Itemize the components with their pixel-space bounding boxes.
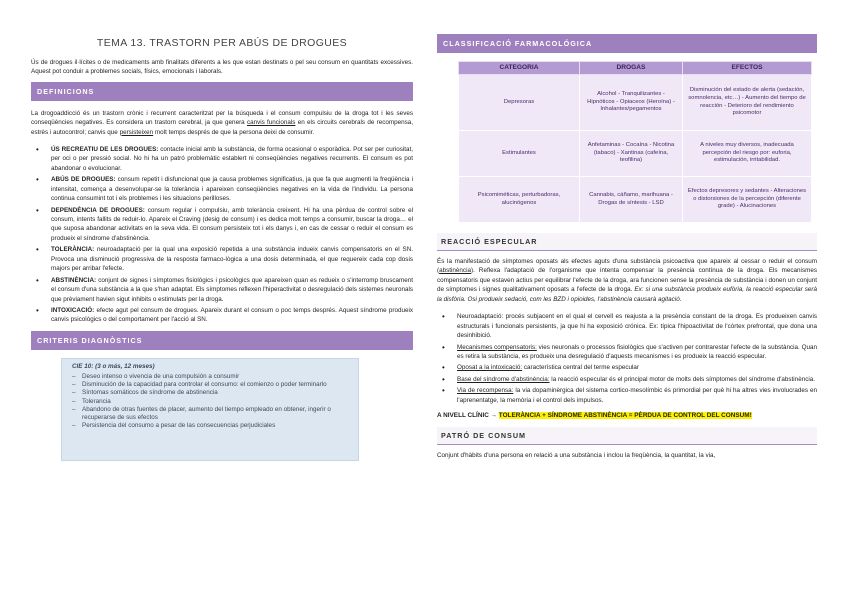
list-item: • DEPENDÈNCIA DE DROGUES: consum regular i compulsiu, amb tolerància creixent. Hi ha una pèrdua de control sobre el consum, intents fallits de reduir-lo. Apareix el Craving (desig de consum) i es dedica molt temps a consumir, buscar la droga… el que suposa abandonar activitats en la seva vida. El consum persisteix tot i els danys i, en cas de cessar o reduir el consum es produeix el síndrome d'abstinència.	[31, 206, 413, 244]
criteria-item: – Abandono de otras fuentes de placer, aumento del tiempo empleado en obtener, ingerir o recuperarse de sus efectos	[72, 406, 348, 422]
table-cell: Estimulantes	[459, 131, 580, 177]
table-row	[459, 75, 812, 131]
criteria-item: – Persistencia del consumo a pesar de las consecuencias perjudiciales	[72, 422, 348, 430]
list-item: • ABÚS DE DROGUES: consum repetit i disfuncional que ja causa problemes significatius, ja que fa que augmenti la freqüència i intensitat, comença a desenvolupar-se la tolerància i apareixen conseqüències negatives en la vida de l'individu. La persona continua consumint tot i els problemes i les situacions perilloses.	[31, 175, 413, 203]
table-cell: Psicomiméticas, perturbadoras, alucinógenos	[459, 177, 580, 223]
criteria-item: – Disminución de la capacidad para controlar el consumo: el comienzo o poder terminarlo	[72, 381, 348, 389]
table-row	[459, 177, 812, 223]
table-cell: Depresoras	[459, 75, 580, 131]
right-column	[437, 34, 817, 460]
criteria-item: – Síntomas somáticos de síndrome de abstinencia	[72, 389, 348, 397]
section-heading-criteris: CRITERIS DIAGNÒSTICS	[31, 331, 413, 350]
table-cell: Cannabis, cáñamo, marihuana - Drogas de síntesis - LSD	[580, 177, 683, 223]
table-header-row	[459, 62, 812, 75]
definicions-paragraph: La drogoaddicció és un trastorn crònic i recurrent caracteritzat per la búsqueda i el consum compulsiu de la droga tot i les seves conseqüències negatives. Es considera un trastorn cerebral, ja que genera canvis funcionals en els circuits cerebrals de recompensa, estrès i autocontrol; canvis que persisteixen molt temps després de que la persona deixi de consumir.	[31, 109, 413, 136]
list-item: • Neuroadaptació: procés subjacent en el qual el cervell es reajusta a la presència constant de la droga. Es produeixen canvis estructurals i funcionals persistents, ja que hi ha exposició crónica. Ex: típica l'hipoactivitat de l'còrtex prefrontal, que dona una desinhibició.	[437, 312, 817, 340]
list-item: • Mecanismes compensatoris: vies neuronals o processos fisiològics que s'activen per contrarestar l'efecte de la substància. Quan es retira la substància, es produeix una desregulació d'aquests mecanismes i es produeix la reacció especular.	[437, 343, 817, 362]
list-item: • ÚS RECREATIU DE LES DROGUES: contacte inicial amb la substància, de forma ocasional o esporàdica. Pot ser per curiositat, per oci o per pressió social. No hi ha un patró problemàtic establert ni conseqüències negatives recurrents. El consum es pot abandonar o evolucionar.	[31, 145, 413, 173]
section-heading-definicions: DEFINICIONS	[31, 82, 413, 101]
section-heading-classificacio: CLASSIFICACIÓ FARMACOLÓGICA	[437, 34, 817, 53]
column-header: CATEGORIA	[459, 62, 580, 75]
table-cell: Anfetaminas - Cocaína - Nicotina (tabaco) - Xantinas (cafeína, teofilina)	[580, 131, 683, 177]
section-heading-reaccio: REACCIÓ ESPECULAR	[437, 233, 817, 251]
criteria-image-box	[61, 358, 359, 461]
table-cell: Alcohol - Tranquilizantes - Hipnóticos - Opiaceos (Heroína) - Inhalantes/pegamentos	[580, 75, 683, 131]
clinical-summary: A NIVELL CLÍNIC → TOLERÀNCIA + SÍNDROME ABSTINÈNCIA = PÈRDUA DE CONTROL DEL CONSUM!	[437, 412, 752, 420]
clinical-highlight: TOLERÀNCIA + SÍNDROME ABSTINÈNCIA = PÈRDUA DE CONTROL DEL CONSUM!	[498, 412, 752, 420]
intro-paragraph: Ús de drogues il·lícites o de medicaments amb finalitats diferents a les que estan destinats o pel seu consum en quantitats excessives. Aquest pot conduir a problemes socials, físics, emocionals i laborals.	[31, 58, 413, 76]
left-column	[31, 0, 413, 461]
criteria-item: – Deseo intenso o vivencia de una compulsión a consumir	[72, 373, 348, 381]
reaccio-list	[437, 312, 817, 405]
table-cell: A niveles muy diversos, inadecuada percepción del riesgo por: euforia, estimulación, irritabilidad.	[683, 131, 812, 177]
pharmacological-table	[458, 61, 812, 223]
document-title: TEMA 13. TRASTORN PER ABÚS DE DROGUES	[96, 37, 348, 49]
list-item: • INTOXICACIÓ: efecte agut pel consum de drogues. Apareix durant el consum o poc temps després. Aquest síndrome produeix canvis psicològics o del comportament per l'acció al SN.	[31, 306, 413, 325]
list-item: • Oposat a la intoxicació: característica central del terme especular	[437, 363, 817, 372]
column-header: DROGAS	[580, 62, 683, 75]
column-header: EFECTOS	[683, 62, 812, 75]
list-item: • TOLERÀNCIA: neuroadaptació per la qual una exposició repetida a una substància indueix canvis compensatoris en el SN. Provoca una disminució progressiva de la resposta farmaco-lògica a una dosis determinada, el que requereix cada cop dosis majors per arribar l'efecte.	[31, 245, 413, 273]
reaccio-paragraph: És la manifestació de símptomes oposats als efectes aguts d'una substància psicoactiva que apareix al cessar o reduir el consum (abstinència). Reflexa l'adaptació de l'organisme que intenta compensar la presència contínua de la droga. Els mecanismes compensatoris que estaven actius per equilibrar l'efecte de la droga, ara funcionen sense la presència de substància i donen un conjunt de símptomes i signes qualitativament oposats a l'efecte de la droga. Ex: si una substància produeix eufòria, la reacció especular serà la disfòria. Osi produeix sedació, com les BZD i opioides, l'abstinència causarà agitació.	[437, 258, 817, 303]
definitions-list	[31, 145, 413, 325]
list-item: • Base del síndrome d'abstinència: la reacció especular és el principal motor de molts dels símptomes del síndrome d'abstinència.	[437, 375, 817, 384]
criteria-box-title: CIE 10: (3 o más, 12 meses)	[72, 362, 155, 370]
criteria-item: – Tolerancia	[72, 398, 348, 406]
section-heading-patro: PATRÓ DE CONSUM	[437, 427, 817, 445]
list-item: • ABSTINÈNCIA: conjunt de signes i símptomes fisiològics i psicològics que apareixen quan es redueix o s'interromp bruscament el consum d'una substància a la que s'han adaptat. Els símptomes reflexen l'hiperactivitat o desregulació dels sistemes neuronals que prèviament havien sigut inhibits o estimulats per la droga.	[31, 276, 413, 304]
table-cell: Disminución del estado de alerta (sedación, somnolencia, etc…) - Aumento del tiempo de reacción - Deterioro del rendimiento psicomotor	[683, 75, 812, 131]
table-row	[459, 131, 812, 177]
list-item: • Via de recompensa: la via dopaminèrgica del sistema cortico-mesolímbic és primordial per què hi ha altres vies involucrades en l'aprenentatge, la memòria i el control dels impulsos.	[437, 386, 817, 405]
patro-paragraph: Conjunt d'hàbits d'una persona en relació a una substància i inclou la freqüència, la quantitat, la via,	[437, 451, 716, 459]
table-cell: Efectos depresores y sedantes - Alteraciones o distorsiones de la percepción (diferente grade) - Alucinaciones	[683, 177, 812, 223]
